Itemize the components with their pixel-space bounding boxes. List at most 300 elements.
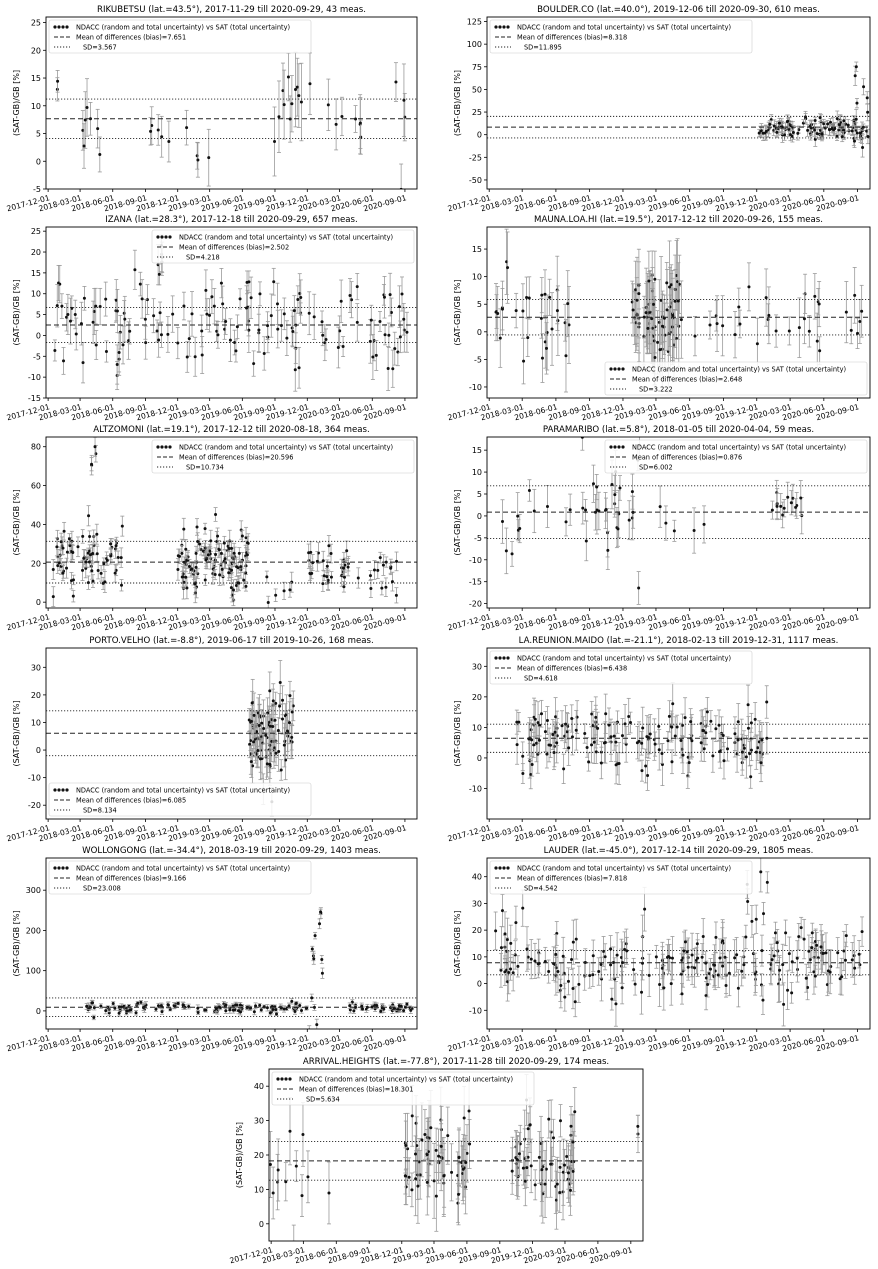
- data-point: [238, 552, 241, 555]
- data-point: [673, 529, 676, 532]
- data-point: [586, 746, 589, 749]
- x-tick-label: 2019-06-01: [647, 193, 693, 214]
- data-point: [342, 567, 345, 570]
- data-point: [545, 753, 548, 756]
- legend-bias-prefix: Mean of differences (bias)=: [179, 243, 271, 252]
- data-point: [330, 576, 333, 579]
- legend-bias-prefix: Mean of differences (bias)=: [517, 33, 609, 42]
- legend-marker: [621, 367, 624, 370]
- x-tick-label: 2017-12-01: [446, 823, 492, 844]
- data-point: [562, 767, 565, 770]
- y-axis-label: (SAT-GB)/GB [%]: [453, 489, 462, 556]
- data-point: [118, 351, 121, 354]
- data-point: [184, 576, 187, 579]
- data-point: [95, 343, 98, 346]
- data-point: [521, 772, 524, 775]
- data-point: [90, 569, 93, 572]
- data-point: [94, 445, 97, 448]
- data-point: [299, 296, 302, 299]
- data-point: [312, 957, 315, 960]
- data-point: [69, 320, 72, 323]
- data-point: [745, 755, 748, 758]
- legend-marker: [57, 788, 60, 791]
- data-point: [218, 573, 221, 576]
- data-point: [52, 568, 55, 571]
- y-tick-label: -5: [474, 533, 482, 543]
- legend-entry-points: NDACC (random and total uncertainty) vs SAT (total uncertainty): [632, 443, 847, 452]
- legend-bias-value: 7.651: [167, 33, 187, 42]
- data-point: [680, 318, 683, 321]
- x-tick-label: 2020-03-01: [747, 612, 793, 633]
- data-point: [765, 130, 768, 133]
- data-point: [666, 739, 669, 742]
- data-point: [204, 527, 207, 530]
- x-tick-label: 2020-03-01: [747, 823, 793, 844]
- data-point: [754, 718, 757, 721]
- y-tick-label: 25: [30, 18, 41, 28]
- data-point: [847, 124, 850, 127]
- data-point: [340, 115, 343, 118]
- data-point: [569, 508, 572, 511]
- data-point: [690, 739, 693, 742]
- x-tick-label: 2018-06-01: [513, 823, 559, 844]
- x-tick-label: 2020-06-01: [781, 612, 827, 633]
- data-point: [297, 94, 300, 97]
- legend-bias-prefix: Mean of differences (bias)=: [179, 453, 271, 462]
- data-point: [786, 496, 789, 499]
- x-tick-label: 2019-06-01: [199, 612, 245, 633]
- data-point: [556, 309, 559, 312]
- data-point: [521, 310, 524, 313]
- data-point: [184, 548, 187, 551]
- data-point: [156, 329, 159, 332]
- data-point: [530, 728, 533, 731]
- data-points: [85, 908, 414, 1045]
- x-tick-label: 2019-03-01: [613, 402, 659, 423]
- data-point: [272, 280, 275, 283]
- legend-sd-value: 10.734: [200, 463, 224, 472]
- data-point: [853, 140, 856, 143]
- data-point: [180, 552, 183, 555]
- data-point: [242, 579, 245, 582]
- data-point: [525, 296, 528, 299]
- data-point: [99, 1005, 102, 1008]
- data-point: [263, 352, 266, 355]
- data-point: [649, 733, 652, 736]
- data-point: [671, 702, 674, 705]
- data-point: [654, 743, 657, 746]
- y-tick-label: 5: [476, 490, 482, 499]
- x-tick-label: 2018-09-01: [102, 823, 148, 844]
- data-point: [268, 763, 271, 766]
- data-point: [291, 327, 294, 330]
- data-point: [657, 725, 660, 728]
- y-tick-label: 0: [35, 331, 41, 341]
- data-point: [714, 727, 717, 730]
- data-point: [501, 308, 504, 311]
- data-point: [104, 298, 107, 301]
- y-tick-label: 0: [35, 746, 41, 756]
- data-point: [638, 740, 641, 743]
- x-tick-label: 2019-09-01: [232, 823, 278, 844]
- data-point: [116, 309, 119, 312]
- legend-marker: [61, 25, 64, 28]
- x-tick-label: 2019-03-01: [613, 612, 659, 633]
- data-point: [218, 548, 221, 551]
- data-point: [628, 519, 631, 522]
- data-point: [232, 588, 235, 591]
- data-point: [88, 535, 91, 538]
- chart-title: RIKUBETSU (lat.=43.5°), 2017-11-29 till 2020-09-29, 43 meas.: [97, 5, 366, 15]
- y-tick-label: 40: [30, 520, 41, 530]
- legend-marker: [502, 656, 505, 659]
- data-point: [210, 295, 213, 298]
- data-point: [252, 740, 255, 743]
- y-axis-label: (SAT-GB)/GB [%]: [12, 69, 21, 137]
- data-point: [201, 353, 204, 356]
- data-point: [646, 327, 649, 330]
- data-point: [756, 746, 759, 749]
- data-point: [264, 734, 267, 737]
- data-point: [227, 571, 230, 574]
- chart-panel: [6, 636, 417, 843]
- data-point: [224, 557, 227, 560]
- y-tick-label: 10: [471, 723, 482, 733]
- data-point: [548, 296, 551, 299]
- data-point: [765, 296, 768, 299]
- x-tick-label: 2020-09-01: [362, 193, 408, 214]
- data-point: [813, 295, 816, 298]
- data-point: [587, 760, 590, 763]
- data-point: [554, 731, 557, 734]
- data-point: [561, 724, 564, 727]
- data-point: [677, 325, 680, 328]
- data-point: [278, 705, 281, 708]
- x-tick-label: 2018-03-01: [479, 193, 525, 214]
- legend-bias-prefix: Mean of differences (bias)=: [76, 796, 168, 805]
- data-point: [141, 297, 144, 300]
- data-point: [241, 534, 244, 537]
- data-point: [822, 122, 825, 125]
- data-point: [743, 747, 746, 750]
- y-tick-label: 10: [30, 718, 41, 728]
- data-point: [565, 520, 568, 523]
- data-point: [647, 280, 650, 283]
- y-tick-label: 20: [30, 248, 41, 258]
- data-point: [283, 740, 286, 743]
- data-point: [283, 312, 286, 315]
- data-point: [544, 293, 547, 296]
- data-point: [283, 103, 286, 106]
- y-tick-label: -5: [33, 185, 41, 194]
- data-point: [235, 584, 238, 587]
- data-point: [749, 775, 752, 778]
- y-tick-label: 25: [30, 227, 41, 237]
- data-point: [356, 321, 359, 324]
- data-point: [383, 296, 386, 299]
- data-point: [250, 720, 253, 723]
- data-point: [816, 132, 819, 135]
- data-point: [585, 539, 588, 542]
- data-point: [798, 326, 801, 329]
- y-tick-label: -20: [468, 599, 482, 609]
- data-point: [604, 741, 607, 744]
- chart-title: LA.REUNION.MAIDO (lat.=-21.1°), 2018-02-13 till 2019-12-31, 1117 meas.: [518, 636, 839, 646]
- y-tick-label: 80: [30, 442, 41, 452]
- x-tick-label: 2017-12-01: [5, 612, 51, 633]
- data-point: [596, 727, 599, 730]
- data-point: [288, 721, 291, 724]
- data-point: [188, 565, 191, 568]
- x-tick-label: 2018-12-01: [580, 823, 626, 844]
- data-point: [118, 1012, 121, 1015]
- data-point: [196, 525, 199, 528]
- data-point: [845, 311, 848, 314]
- data-point: [671, 314, 674, 317]
- data-point: [288, 588, 291, 591]
- x-tick-label: 2018-12-01: [135, 612, 181, 633]
- data-point: [324, 338, 327, 341]
- legend-sd-prefix: SD=: [186, 253, 201, 262]
- data-point: [259, 757, 262, 760]
- legend-marker: [613, 367, 616, 370]
- x-tick-label: 2020-03-01: [297, 402, 343, 423]
- data-point: [220, 552, 223, 555]
- y-tick-label: 125: [466, 17, 482, 27]
- data-point: [783, 133, 786, 136]
- data-point: [826, 123, 829, 126]
- data-point: [96, 552, 99, 555]
- x-tick-label: 2018-06-01: [70, 612, 116, 633]
- data-point: [65, 567, 68, 570]
- data-point: [818, 303, 821, 306]
- data-point: [287, 75, 290, 78]
- x-tick-label: 2019-03-01: [613, 823, 659, 844]
- data-point: [787, 128, 790, 131]
- legend-marker: [613, 445, 616, 448]
- data-point: [321, 972, 324, 975]
- data-point: [592, 482, 595, 485]
- chart-panel: [6, 846, 417, 1053]
- data-point: [129, 1008, 132, 1011]
- data-point: [349, 1008, 352, 1011]
- data-point: [232, 1009, 235, 1012]
- chart-panel: [447, 215, 870, 422]
- data-point: [371, 356, 374, 359]
- data-point: [277, 729, 280, 732]
- legend: [49, 783, 311, 816]
- y-axis-label: (SAT-GB)/GB [%]: [453, 69, 462, 137]
- data-point: [376, 569, 379, 572]
- data-point: [184, 563, 187, 566]
- x-tick-label: 2020-03-01: [297, 823, 343, 844]
- legend-sd-value: 6.002: [653, 463, 673, 472]
- y-tick-label: 75: [471, 62, 482, 72]
- data-point: [214, 553, 217, 556]
- data-point: [791, 497, 794, 500]
- data-point: [526, 336, 529, 339]
- data-point: [522, 360, 525, 363]
- x-tick-label: 2020-03-01: [297, 612, 343, 633]
- y-axis-label: (SAT-GB)/GB [%]: [12, 910, 21, 977]
- data-point: [300, 1009, 303, 1012]
- data-point: [808, 330, 811, 333]
- x-tick-label: 2020-09-01: [362, 402, 408, 423]
- x-tick-label: 2018-03-01: [37, 823, 83, 844]
- legend-entry-sd: [186, 464, 224, 472]
- data-point: [90, 463, 93, 466]
- data-point: [214, 513, 217, 516]
- legend-entry-points: NDACC (random and total uncertainty) vs SAT (total uncertainty): [517, 23, 732, 32]
- legend-sd-prefix: SD=: [524, 674, 539, 683]
- data-point: [788, 329, 791, 332]
- data-point: [68, 537, 71, 540]
- data-point: [182, 572, 185, 575]
- data-point: [674, 735, 677, 738]
- data-point: [188, 337, 191, 340]
- data-point: [66, 551, 69, 554]
- chart-title: PARAMARIBO (lat.=5.8°), 2018-01-05 till 2020-04-04, 59 meas.: [542, 425, 815, 435]
- data-point: [100, 572, 103, 575]
- data-point: [531, 763, 534, 766]
- data-point: [230, 586, 233, 589]
- data-point: [200, 548, 203, 551]
- y-axis-label: (SAT-GB)/GB [%]: [453, 700, 462, 767]
- data-point: [858, 320, 861, 323]
- data-point: [640, 769, 643, 772]
- x-tick-label: 2018-12-01: [135, 402, 181, 423]
- data-point: [859, 132, 862, 135]
- data-point: [670, 726, 673, 729]
- data-point: [645, 311, 648, 314]
- y-tick-label: -10: [27, 373, 41, 383]
- data-point: [75, 333, 78, 336]
- chart-title: MAUNA.LOA.HI (lat.=19.5°), 2017-12-12 till 2020-09-26, 155 meas.: [534, 215, 823, 225]
- data-point: [722, 734, 725, 737]
- data-point: [176, 568, 179, 571]
- data-point: [778, 122, 781, 125]
- x-tick-label: 2017-12-01: [5, 823, 51, 844]
- data-point: [832, 128, 835, 131]
- data-point: [370, 319, 373, 322]
- data-point: [836, 117, 839, 120]
- data-point: [72, 595, 75, 598]
- data-point: [149, 130, 152, 133]
- x-tick-label: 2019-12-01: [714, 823, 760, 844]
- data-point: [614, 741, 617, 744]
- data-point: [583, 732, 586, 735]
- data-point: [281, 699, 284, 702]
- data-points: [515, 682, 769, 790]
- data-point: [652, 303, 655, 306]
- data-point: [205, 313, 208, 316]
- data-point: [290, 1000, 293, 1003]
- data-point: [230, 569, 233, 572]
- legend-entry-sd: [524, 675, 558, 683]
- data-point: [541, 357, 544, 360]
- data-point: [593, 741, 596, 744]
- data-point: [537, 721, 540, 724]
- data-point: [532, 743, 535, 746]
- data-point: [693, 529, 696, 532]
- data-point: [266, 762, 269, 765]
- data-point: [838, 123, 841, 126]
- legend-sd-prefix: SD=: [186, 463, 201, 472]
- legend-bias-value: 2.502: [270, 243, 290, 252]
- data-point: [52, 595, 55, 598]
- data-point: [196, 158, 199, 161]
- data-point: [518, 527, 521, 530]
- data-point: [402, 318, 405, 321]
- data-point: [62, 359, 65, 362]
- legend-marker: [65, 25, 68, 28]
- data-point: [53, 349, 56, 352]
- legend-sd-prefix: SD=: [639, 463, 654, 472]
- data-point: [742, 744, 745, 747]
- x-tick-label: 2018-03-01: [479, 402, 525, 423]
- data-point: [167, 1004, 170, 1007]
- data-point: [540, 317, 543, 320]
- data-point: [83, 145, 86, 148]
- data-point: [283, 589, 286, 592]
- x-tick-label: 2018-06-01: [70, 193, 116, 214]
- data-point: [854, 74, 857, 77]
- y-tick-label: 5: [476, 300, 482, 310]
- legend-marker: [57, 25, 60, 28]
- data-point: [375, 354, 378, 357]
- data-point: [789, 133, 792, 136]
- legend-marker: [506, 25, 509, 28]
- data-point: [258, 1004, 261, 1007]
- y-tick-label: -15: [27, 394, 41, 403]
- data-point: [194, 355, 197, 358]
- y-tick-label: -10: [27, 773, 41, 783]
- x-tick-label: 2019-03-01: [167, 823, 213, 844]
- legend-marker: [609, 367, 612, 370]
- data-point: [384, 586, 387, 589]
- data-point: [511, 552, 514, 555]
- data-point: [378, 320, 381, 323]
- data-point: [653, 278, 656, 281]
- data-point: [274, 594, 277, 597]
- data-point: [277, 115, 280, 118]
- data-point: [853, 294, 856, 297]
- data-point: [298, 1004, 301, 1007]
- data-point: [342, 585, 345, 588]
- data-point: [395, 560, 398, 563]
- data-point: [55, 545, 58, 548]
- data-point: [855, 102, 858, 105]
- data-point: [590, 743, 593, 746]
- data-point: [722, 759, 725, 762]
- data-point: [700, 741, 703, 744]
- data-point: [760, 739, 763, 742]
- x-tick-label: 2018-03-01: [37, 612, 83, 633]
- data-point: [703, 747, 706, 750]
- data-point: [609, 735, 612, 738]
- data-point: [551, 327, 554, 330]
- legend-bias-value: 6.085: [167, 796, 187, 805]
- data-point: [285, 337, 288, 340]
- data-point: [659, 505, 662, 508]
- data-point: [564, 354, 567, 357]
- data-point: [216, 535, 219, 538]
- data-point: [166, 333, 169, 336]
- x-tick-label: 2017-12-01: [5, 193, 51, 214]
- data-point: [220, 282, 223, 285]
- x-tick-label: 2019-09-01: [680, 823, 726, 844]
- data-point: [294, 368, 297, 371]
